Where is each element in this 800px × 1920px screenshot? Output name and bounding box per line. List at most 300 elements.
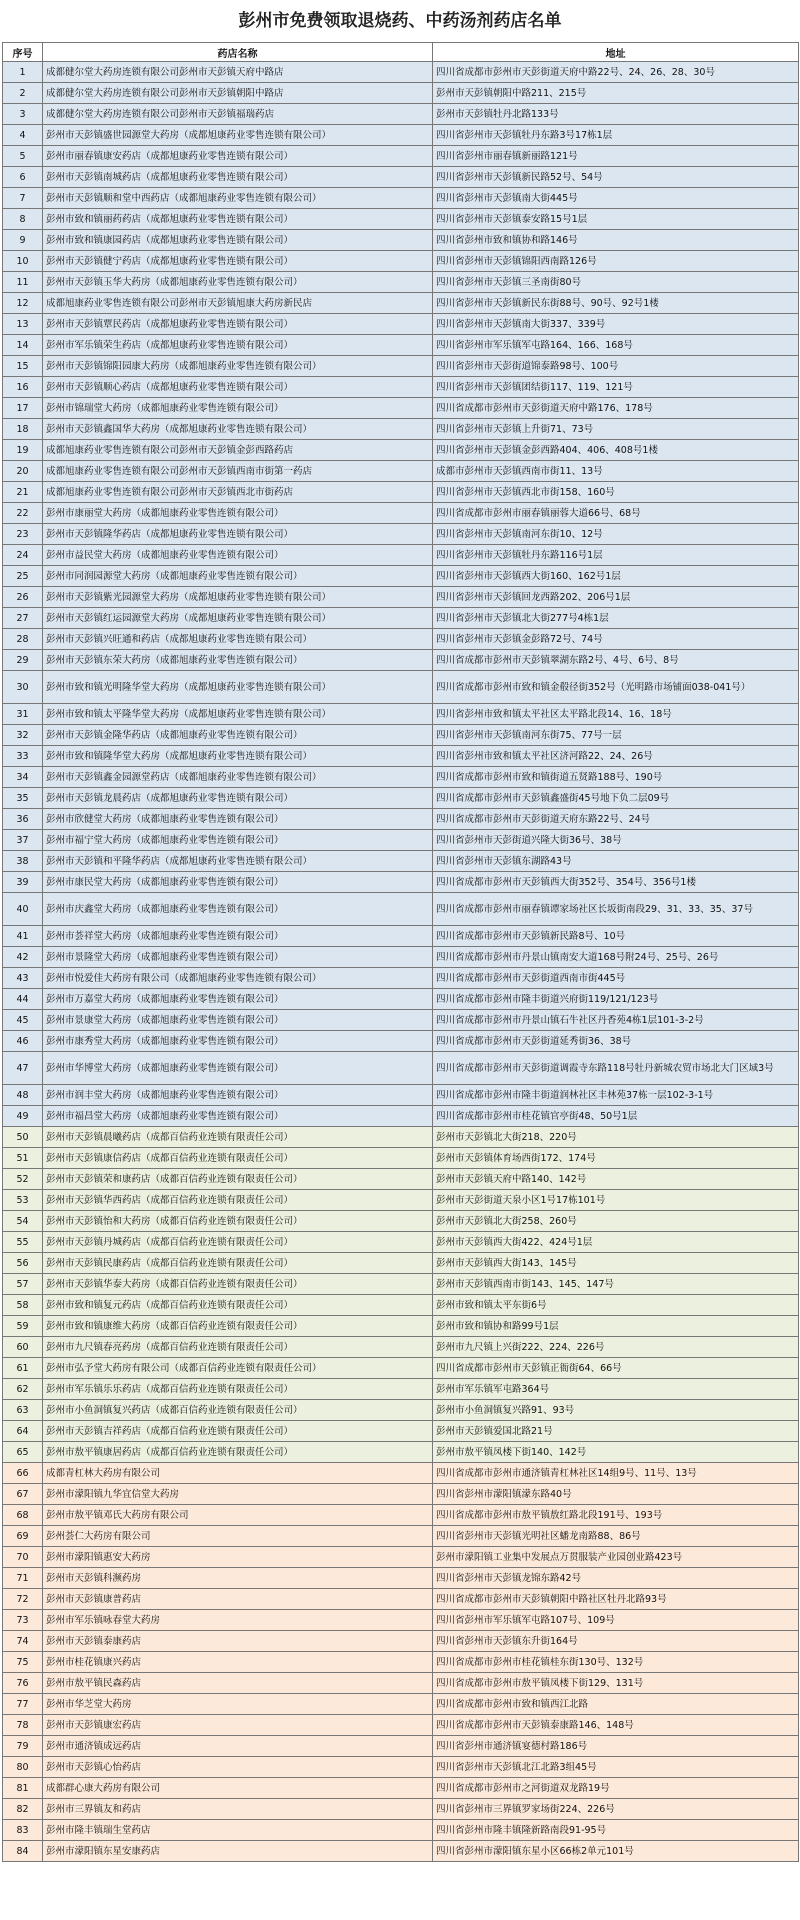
pharmacy-name: 彭州市致和镇复元药店（成都百信药业连锁有限责任公司） bbox=[43, 1295, 433, 1316]
table-row bbox=[3, 272, 799, 293]
table-row bbox=[3, 251, 799, 272]
pharmacy-name: 彭州市天彭镇康信药店（成都百信药业连锁有限责任公司） bbox=[43, 1148, 433, 1169]
pharmacy-address: 四川省彭州市天彭镇南大街445号 bbox=[433, 188, 799, 209]
table-row bbox=[3, 230, 799, 251]
row-number: 24 bbox=[3, 545, 43, 566]
pharmacy-name: 彭州市军乐镇荣生药店（成都旭康药业零售连锁有限公司） bbox=[43, 335, 433, 356]
table-row bbox=[3, 725, 799, 746]
row-number: 8 bbox=[3, 209, 43, 230]
row-number: 33 bbox=[3, 746, 43, 767]
pharmacy-name: 彭州市天彭镇科濒药房 bbox=[43, 1568, 433, 1589]
pharmacy-name: 彭州市致和镇丽药药店（成都旭康药业零售连锁有限公司） bbox=[43, 209, 433, 230]
row-number: 55 bbox=[3, 1232, 43, 1253]
header-address: 地址 bbox=[433, 43, 799, 62]
row-number: 3 bbox=[3, 104, 43, 125]
pharmacy-name: 彭州市天彭镇华泰大药房（成都百信药业连锁有限责任公司） bbox=[43, 1274, 433, 1295]
pharmacy-name: 彭州市天彭镇华西药店（成都百信药业连锁有限责任公司） bbox=[43, 1190, 433, 1211]
row-number: 17 bbox=[3, 398, 43, 419]
table-row bbox=[3, 1148, 799, 1169]
row-number: 20 bbox=[3, 461, 43, 482]
pharmacy-name: 彭州市天彭镇泰康药店 bbox=[43, 1631, 433, 1652]
row-number: 84 bbox=[3, 1841, 43, 1862]
row-number: 73 bbox=[3, 1610, 43, 1631]
row-number: 70 bbox=[3, 1547, 43, 1568]
pharmacy-address: 四川省成都市彭州市天彭镇朝阳中路社区牡丹北路93号 bbox=[433, 1589, 799, 1610]
pharmacy-address: 四川省成都市彭州市致和镇街道五贤路188号、190号 bbox=[433, 767, 799, 788]
row-number: 40 bbox=[3, 893, 43, 926]
pharmacy-name: 彭州市濛阳镇惠安大药房 bbox=[43, 1547, 433, 1568]
pharmacy-name: 彭州市华芝堂大药房 bbox=[43, 1694, 433, 1715]
pharmacy-name: 彭州市康秀堂大药房（成都旭康药业零售连锁有限公司） bbox=[43, 1031, 433, 1052]
pharmacy-address: 四川省成都市彭州市天彭镇鑫盛街45号地下负二层09号 bbox=[433, 788, 799, 809]
table-row bbox=[3, 167, 799, 188]
pharmacy-address: 四川省彭州市天彭镇金彭路72号、74号 bbox=[433, 629, 799, 650]
pharmacy-name: 成都健尔堂大药房连锁有限公司彭州市天彭镇朝阳中路店 bbox=[43, 83, 433, 104]
row-number: 44 bbox=[3, 989, 43, 1010]
table-row bbox=[3, 1190, 799, 1211]
table-row bbox=[3, 335, 799, 356]
pharmacy-name: 彭州市悦爱佳大药房有限公司（成都旭康药业零售连锁有限公司） bbox=[43, 968, 433, 989]
pharmacy-address: 彭州市敖平镇凤楼下街140、142号 bbox=[433, 1442, 799, 1463]
pharmacy-name: 彭州市濛阳镇九华宜信堂大药房 bbox=[43, 1484, 433, 1505]
pharmacy-name: 彭州市军乐镇乐乐药店（成都百信药业连锁有限责任公司） bbox=[43, 1379, 433, 1400]
pharmacy-name: 成都群心康大药房有限公司 bbox=[43, 1778, 433, 1799]
pharmacy-address: 四川省彭州市天彭镇光明社区蟠龙南路88、86号 bbox=[433, 1526, 799, 1547]
pharmacy-name: 成都旭康药业零售连锁有限公司彭州市天彭镇西南市街第一药店 bbox=[43, 461, 433, 482]
row-number: 35 bbox=[3, 788, 43, 809]
pharmacy-address: 四川省彭州市濛阳镇东星小区66栋2单元101号 bbox=[433, 1841, 799, 1862]
pharmacy-name: 彭州市致和镇光明隆华堂大药房（成都旭康药业零售连锁有限公司） bbox=[43, 671, 433, 704]
table-row bbox=[3, 1736, 799, 1757]
page-title: 彭州市免费领取退烧药、中药汤剂药店名单 bbox=[238, 11, 562, 31]
pharmacy-address: 四川省成都市彭州市天彭镇正衙街64、66号 bbox=[433, 1358, 799, 1379]
pharmacy-name: 彭州市天彭镇龙晨药店（成都旭康药业零售连锁有限公司） bbox=[43, 788, 433, 809]
pharmacy-address: 四川省成都市彭州市丽春镇丽蓉大道66号、68号 bbox=[433, 503, 799, 524]
pharmacy-name: 彭州市万嘉堂大药房（成都旭康药业零售连锁有限公司） bbox=[43, 989, 433, 1010]
table-row bbox=[3, 419, 799, 440]
table-row bbox=[3, 893, 799, 926]
row-number: 63 bbox=[3, 1400, 43, 1421]
row-number: 30 bbox=[3, 671, 43, 704]
table-row bbox=[3, 377, 799, 398]
row-number: 19 bbox=[3, 440, 43, 461]
pharmacy-address: 四川省彭州市军乐镇军屯路107号、109号 bbox=[433, 1610, 799, 1631]
pharmacy-address: 四川省彭州市天彭镇锦阳西南路126号 bbox=[433, 251, 799, 272]
pharmacy-name: 彭州市通济镇成远药店 bbox=[43, 1736, 433, 1757]
row-number: 14 bbox=[3, 335, 43, 356]
table-row bbox=[3, 1715, 799, 1736]
row-number: 66 bbox=[3, 1463, 43, 1484]
row-number: 10 bbox=[3, 251, 43, 272]
row-number: 37 bbox=[3, 830, 43, 851]
pharmacy-address: 彭州市天彭镇北大街258、260号 bbox=[433, 1211, 799, 1232]
row-number: 68 bbox=[3, 1505, 43, 1526]
pharmacy-name: 成都青杠林大药房有限公司 bbox=[43, 1463, 433, 1484]
row-number: 34 bbox=[3, 767, 43, 788]
pharmacy-address: 四川省成都市彭州市通济镇青杠林社区14组9号、11号、13号 bbox=[433, 1463, 799, 1484]
pharmacy-address: 四川省彭州市天彭镇西大街160、162号1层 bbox=[433, 566, 799, 587]
pharmacy-address: 四川省成都市彭州市致和镇金殽径街352号（光明路市场铺面038-041号） bbox=[433, 671, 799, 704]
row-number: 21 bbox=[3, 482, 43, 503]
table-row bbox=[3, 1841, 799, 1862]
table-row bbox=[3, 1652, 799, 1673]
row-number: 56 bbox=[3, 1253, 43, 1274]
pharmacy-name: 彭州市天彭镇东荣大药房（成都旭康药业零售连锁有限公司） bbox=[43, 650, 433, 671]
row-number: 81 bbox=[3, 1778, 43, 1799]
pharmacy-address: 彭州市致和镇太平东街6号 bbox=[433, 1295, 799, 1316]
pharmacy-name: 彭州市小鱼洞镇复兴药店（成都百信药业连锁有限责任公司） bbox=[43, 1400, 433, 1421]
table-row bbox=[3, 851, 799, 872]
table-row bbox=[3, 1610, 799, 1631]
table-row bbox=[3, 461, 799, 482]
pharmacy-address: 彭州市天彭镇西南市街143、145、147号 bbox=[433, 1274, 799, 1295]
row-number: 45 bbox=[3, 1010, 43, 1031]
row-number: 77 bbox=[3, 1694, 43, 1715]
row-number: 6 bbox=[3, 167, 43, 188]
row-number: 47 bbox=[3, 1052, 43, 1085]
table-row bbox=[3, 788, 799, 809]
table-row bbox=[3, 650, 799, 671]
row-number: 65 bbox=[3, 1442, 43, 1463]
row-number: 83 bbox=[3, 1820, 43, 1841]
pharmacy-address: 四川省成都市彭州市天彭街道调霞寺东路118号牡丹新城农贸市场北大门区域3号 bbox=[433, 1052, 799, 1085]
table-row bbox=[3, 1442, 799, 1463]
pharmacy-name: 彭州市景康堂大药房（成都旭康药业零售连锁有限公司） bbox=[43, 1010, 433, 1031]
table-row bbox=[3, 1337, 799, 1358]
table-row bbox=[3, 1820, 799, 1841]
pharmacy-address: 四川省彭州市致和镇协和路146号 bbox=[433, 230, 799, 251]
pharmacy-name: 彭州市天彭镇康普药店 bbox=[43, 1589, 433, 1610]
row-number: 50 bbox=[3, 1127, 43, 1148]
pharmacy-address: 四川省彭州市致和镇太平社区济河路22、24、26号 bbox=[433, 746, 799, 767]
pharmacy-address: 四川省彭州市天彭镇三圣南街80号 bbox=[433, 272, 799, 293]
pharmacy-address: 四川省彭州市天彭镇北江北路3组45号 bbox=[433, 1757, 799, 1778]
pharmacy-name: 彭州市天彭镇隆华药店（成都旭康药业零售连锁有限公司） bbox=[43, 524, 433, 545]
table-row bbox=[3, 1085, 799, 1106]
table-row bbox=[3, 1484, 799, 1505]
pharmacy-name: 彭州市天彭镇和平隆华药店（成都旭康药业零售连锁有限公司） bbox=[43, 851, 433, 872]
pharmacy-name: 彭州市庆鑫堂大药房（成都旭康药业零售连锁有限公司） bbox=[43, 893, 433, 926]
table-row bbox=[3, 1757, 799, 1778]
pharmacy-address: 四川省彭州市天彭镇龙锦东路42号 bbox=[433, 1568, 799, 1589]
row-number: 58 bbox=[3, 1295, 43, 1316]
pharmacy-table bbox=[2, 42, 799, 1862]
pharmacy-address: 四川省彭州市致和镇太平社区太平路北段14、16、18号 bbox=[433, 704, 799, 725]
row-number: 22 bbox=[3, 503, 43, 524]
pharmacy-name: 成都旭康药业零售连锁有限公司彭州市天彭镇旭康大药房新民店 bbox=[43, 293, 433, 314]
row-number: 67 bbox=[3, 1484, 43, 1505]
header-name: 药店名称 bbox=[43, 43, 433, 62]
row-number: 60 bbox=[3, 1337, 43, 1358]
pharmacy-address: 四川省彭州市天彭镇新民路52号、54号 bbox=[433, 167, 799, 188]
pharmacy-address: 四川省成都市彭州市丹景山镇石牛社区丹香苑4栋1层101-3-2号 bbox=[433, 1010, 799, 1031]
row-number: 80 bbox=[3, 1757, 43, 1778]
row-number: 53 bbox=[3, 1190, 43, 1211]
pharmacy-address: 四川省彭州市天彭镇泰安路15号1层 bbox=[433, 209, 799, 230]
table-row bbox=[3, 482, 799, 503]
table-row bbox=[3, 524, 799, 545]
pharmacy-address: 彭州市天彭镇北大街218、220号 bbox=[433, 1127, 799, 1148]
row-number: 49 bbox=[3, 1106, 43, 1127]
table-row bbox=[3, 1253, 799, 1274]
pharmacy-name: 彭州市锦瑞堂大药房（成都旭康药业零售连锁有限公司） bbox=[43, 398, 433, 419]
row-number: 23 bbox=[3, 524, 43, 545]
row-number: 61 bbox=[3, 1358, 43, 1379]
row-number: 25 bbox=[3, 566, 43, 587]
table-row bbox=[3, 1127, 799, 1148]
row-number: 54 bbox=[3, 1211, 43, 1232]
pharmacy-name: 彭州市天彭镇兴旺通和药店（成都旭康药业零售连锁有限公司） bbox=[43, 629, 433, 650]
table-row bbox=[3, 1631, 799, 1652]
pharmacy-name: 彭州市福昌堂大药房（成都旭康药业零售连锁有限公司） bbox=[43, 1106, 433, 1127]
pharmacy-address: 四川省彭州市通济镇宴德村路186号 bbox=[433, 1736, 799, 1757]
row-number: 1 bbox=[3, 62, 43, 83]
table-row bbox=[3, 671, 799, 704]
row-number: 16 bbox=[3, 377, 43, 398]
table-row bbox=[3, 608, 799, 629]
pharmacy-address: 四川省成都市彭州市天彭镇翠湖东路2号、4号、6号、8号 bbox=[433, 650, 799, 671]
table-row bbox=[3, 1358, 799, 1379]
row-number: 39 bbox=[3, 872, 43, 893]
row-number: 74 bbox=[3, 1631, 43, 1652]
pharmacy-address: 四川省彭州市天彭镇上升街71、73号 bbox=[433, 419, 799, 440]
pharmacy-name: 成都旭康药业零售连锁有限公司彭州市天彭镇西北市街药店 bbox=[43, 482, 433, 503]
table-row bbox=[3, 209, 799, 230]
pharmacy-name: 成都健尔堂大药房连锁有限公司彭州市天彭镇福瑞药店 bbox=[43, 104, 433, 125]
pharmacy-name: 彭州市天彭镇南城药店（成都旭康药业零售连锁有限公司） bbox=[43, 167, 433, 188]
row-number: 62 bbox=[3, 1379, 43, 1400]
pharmacy-name: 彭州荟仁大药房有限公司 bbox=[43, 1526, 433, 1547]
row-number: 36 bbox=[3, 809, 43, 830]
table-row bbox=[3, 1400, 799, 1421]
pharmacy-address: 四川省彭州市天彭镇西北市街158、160号 bbox=[433, 482, 799, 503]
pharmacy-address: 四川省成都市彭州市天彭街道天府中路176、178号 bbox=[433, 398, 799, 419]
pharmacy-address: 四川省彭州市天彭镇南河东街75、77号一层 bbox=[433, 725, 799, 746]
row-number: 82 bbox=[3, 1799, 43, 1820]
pharmacy-address: 四川省彭州市丽春镇新丽路121号 bbox=[433, 146, 799, 167]
row-number: 5 bbox=[3, 146, 43, 167]
pharmacy-address: 四川省成都市彭州市桂花镇官亭街48、50号1层 bbox=[433, 1106, 799, 1127]
table-row bbox=[3, 1169, 799, 1190]
table-row bbox=[3, 872, 799, 893]
row-number: 72 bbox=[3, 1589, 43, 1610]
pharmacy-address: 四川省成都市彭州市隆丰街道润林社区丰林苑37栋一层102-3-1号 bbox=[433, 1085, 799, 1106]
pharmacy-name: 彭州市致和镇康园药店（成都旭康药业零售连锁有限公司） bbox=[43, 230, 433, 251]
pharmacy-address: 彭州市天彭镇爱国北路21号 bbox=[433, 1421, 799, 1442]
table-row bbox=[3, 1295, 799, 1316]
table-row bbox=[3, 293, 799, 314]
pharmacy-address: 四川省彭州市天彭镇金彭西路404、406、408号1楼 bbox=[433, 440, 799, 461]
row-number: 57 bbox=[3, 1274, 43, 1295]
table-row bbox=[3, 566, 799, 587]
pharmacy-address: 四川省成都市彭州市致和镇西江北路 bbox=[433, 1694, 799, 1715]
pharmacy-name: 彭州市三界镇友和药店 bbox=[43, 1799, 433, 1820]
table-row bbox=[3, 1211, 799, 1232]
pharmacy-address: 四川省成都市彭州市丽春镇谭家场社区长坂街南段29、31、33、35、37号 bbox=[433, 893, 799, 926]
table-row bbox=[3, 1010, 799, 1031]
row-number: 18 bbox=[3, 419, 43, 440]
pharmacy-address: 彭州市天彭镇牡丹北路133号 bbox=[433, 104, 799, 125]
table-row bbox=[3, 1673, 799, 1694]
pharmacy-address: 四川省彭州市天彭镇南大街337、339号 bbox=[433, 314, 799, 335]
table-row bbox=[3, 1547, 799, 1568]
pharmacy-address: 彭州市天彭镇朝阳中路211、215号 bbox=[433, 83, 799, 104]
row-number: 59 bbox=[3, 1316, 43, 1337]
row-number: 38 bbox=[3, 851, 43, 872]
pharmacy-address: 四川省彭州市天彭镇新民东街88号、90号、92号1楼 bbox=[433, 293, 799, 314]
row-number: 12 bbox=[3, 293, 43, 314]
table-row bbox=[3, 1463, 799, 1484]
pharmacy-address: 彭州市天彭镇西大街143、145号 bbox=[433, 1253, 799, 1274]
table-row bbox=[3, 1106, 799, 1127]
table-row bbox=[3, 188, 799, 209]
pharmacy-address: 彭州市九尺镇上兴街222、224、226号 bbox=[433, 1337, 799, 1358]
pharmacy-name: 彭州市天彭镇康宏药店 bbox=[43, 1715, 433, 1736]
pharmacy-address: 彭州市天彭镇天府中路140、142号 bbox=[433, 1169, 799, 1190]
table-row bbox=[3, 704, 799, 725]
table-row bbox=[3, 440, 799, 461]
pharmacy-address: 彭州市军乐镇军屯路364号 bbox=[433, 1379, 799, 1400]
table-row bbox=[3, 1505, 799, 1526]
pharmacy-address: 四川省成都市彭州市敖平镇凤楼下街129、131号 bbox=[433, 1673, 799, 1694]
table-row bbox=[3, 1568, 799, 1589]
pharmacy-address: 四川省彭州市天彭镇北大街277号4栋1层 bbox=[433, 608, 799, 629]
table-row bbox=[3, 104, 799, 125]
pharmacy-address: 彭州市致和镇协和路99号1层 bbox=[433, 1316, 799, 1337]
row-number: 4 bbox=[3, 125, 43, 146]
pharmacy-address: 四川省成都市彭州市桂花镇桂东街130号、132号 bbox=[433, 1652, 799, 1673]
table-row bbox=[3, 1274, 799, 1295]
pharmacy-address: 四川省彭州市天彭镇回龙西路202、206号1层 bbox=[433, 587, 799, 608]
pharmacy-name: 彭州市致和镇康维大药房（成都百信药业连锁有限责任公司） bbox=[43, 1316, 433, 1337]
pharmacy-address: 彭州市天彭镇西大街422、424号1层 bbox=[433, 1232, 799, 1253]
row-number: 48 bbox=[3, 1085, 43, 1106]
table-row bbox=[3, 398, 799, 419]
pharmacy-address: 彭州市天彭街道天泉小区1号17栋101号 bbox=[433, 1190, 799, 1211]
row-number: 29 bbox=[3, 650, 43, 671]
pharmacy-name: 彭州市欣健堂大药房（成都旭康药业零售连锁有限公司） bbox=[43, 809, 433, 830]
row-number: 51 bbox=[3, 1148, 43, 1169]
table-row bbox=[3, 767, 799, 788]
table-row bbox=[3, 545, 799, 566]
row-number: 41 bbox=[3, 926, 43, 947]
table-row bbox=[3, 830, 799, 851]
row-number: 79 bbox=[3, 1736, 43, 1757]
pharmacy-name: 彭州市同润园源堂大药房（成都旭康药业零售连锁有限公司） bbox=[43, 566, 433, 587]
row-number: 42 bbox=[3, 947, 43, 968]
row-number: 31 bbox=[3, 704, 43, 725]
row-number: 71 bbox=[3, 1568, 43, 1589]
table-row bbox=[3, 1031, 799, 1052]
row-number: 9 bbox=[3, 230, 43, 251]
pharmacy-name: 彭州市景隆堂大药房（成都旭康药业零售连锁有限公司） bbox=[43, 947, 433, 968]
pharmacy-name: 彭州市天彭镇健宁药店（成都旭康药业零售连锁有限公司） bbox=[43, 251, 433, 272]
table-row bbox=[3, 83, 799, 104]
row-number: 15 bbox=[3, 356, 43, 377]
pharmacy-address: 四川省彭州市天彭镇东湖路43号 bbox=[433, 851, 799, 872]
row-number: 7 bbox=[3, 188, 43, 209]
pharmacy-name: 彭州市天彭镇玉华大药房（成都旭康药业零售连锁有限公司） bbox=[43, 272, 433, 293]
pharmacy-name: 彭州市敖平镇民森药店 bbox=[43, 1673, 433, 1694]
pharmacy-name: 彭州市敖平镇邓氏大药房有限公司 bbox=[43, 1505, 433, 1526]
pharmacy-address: 彭州市濛阳镇工业集中发展点万贯服装产业园创业路423号 bbox=[433, 1547, 799, 1568]
pharmacy-name: 彭州市天彭镇锦阳园康大药房（成都旭康药业零售连锁有限公司） bbox=[43, 356, 433, 377]
pharmacy-name: 彭州市天彭镇心怡药店 bbox=[43, 1757, 433, 1778]
pharmacy-address: 四川省成都市彭州市敖平镇敖红路北段191号、193号 bbox=[433, 1505, 799, 1526]
pharmacy-name: 彭州市致和镇隆华堂大药房（成都旭康药业零售连锁有限公司） bbox=[43, 746, 433, 767]
pharmacy-address: 四川省成都市彭州市隆丰街道兴府街119/121/123号 bbox=[433, 989, 799, 1010]
pharmacy-name: 彭州市天彭镇荣和康药店（成都百信药业连锁有限责任公司） bbox=[43, 1169, 433, 1190]
table-row bbox=[3, 968, 799, 989]
pharmacy-name: 彭州市福宁堂大药房（成都旭康药业零售连锁有限公司） bbox=[43, 830, 433, 851]
pharmacy-name: 成都健尔堂大药房连锁有限公司彭州市天彭镇天府中路店 bbox=[43, 62, 433, 83]
pharmacy-address: 四川省彭州市天彭镇牡丹东路3号17栋1层 bbox=[433, 125, 799, 146]
row-number: 2 bbox=[3, 83, 43, 104]
pharmacy-name: 彭州市丽春镇康安药店（成都旭康药业零售连锁有限公司） bbox=[43, 146, 433, 167]
pharmacy-address: 四川省成都市彭州市天彭街道天府中路22号、24、26、28、30号 bbox=[433, 62, 799, 83]
pharmacy-name: 彭州市隆丰镇瑞生堂药店 bbox=[43, 1820, 433, 1841]
table-row bbox=[3, 746, 799, 767]
pharmacy-name: 彭州市敖平镇康居药店（成都百信药业连锁有限责任公司） bbox=[43, 1442, 433, 1463]
pharmacy-name: 彭州市华博堂大药房（成都旭康药业零售连锁有限公司） bbox=[43, 1052, 433, 1085]
row-number: 75 bbox=[3, 1652, 43, 1673]
pharmacy-address: 四川省彭州市天彭街道锦泰路98号、100号 bbox=[433, 356, 799, 377]
pharmacy-address: 四川省彭州市天彭镇团结街117、119、121号 bbox=[433, 377, 799, 398]
table-row bbox=[3, 314, 799, 335]
pharmacy-address: 四川省成都市彭州市天彭街道西南市街445号 bbox=[433, 968, 799, 989]
pharmacy-name: 彭州市军乐镇咏春堂大药房 bbox=[43, 1610, 433, 1631]
table-body bbox=[3, 62, 799, 1862]
header-no: 序号 bbox=[3, 43, 43, 62]
pharmacy-name: 彭州市润丰堂大药房（成都旭康药业零售连锁有限公司） bbox=[43, 1085, 433, 1106]
pharmacy-name: 彭州市天彭镇民康药店（成都百信药业连锁有限责任公司） bbox=[43, 1253, 433, 1274]
pharmacy-address: 四川省彭州市军乐镇军屯路164、166、168号 bbox=[433, 335, 799, 356]
pharmacy-name: 彭州市荟祥堂大药房（成都旭康药业零售连锁有限公司） bbox=[43, 926, 433, 947]
table-row bbox=[3, 587, 799, 608]
table-row bbox=[3, 1316, 799, 1337]
pharmacy-name: 彭州市天彭镇顺和堂中西药店（成都旭康药业零售连锁有限公司） bbox=[43, 188, 433, 209]
row-number: 52 bbox=[3, 1169, 43, 1190]
pharmacy-name: 彭州市九尺镇春亮药房（成都百信药业连锁有限责任公司） bbox=[43, 1337, 433, 1358]
pharmacy-name: 彭州市天彭镇丹城药店（成都百信药业连锁有限责任公司） bbox=[43, 1232, 433, 1253]
pharmacy-name: 彭州市天彭镇鑫金园源堂药店（成都旭康药业零售连锁有限公司） bbox=[43, 767, 433, 788]
pharmacy-address: 彭州市天彭镇体育场西街172、174号 bbox=[433, 1148, 799, 1169]
table-row bbox=[3, 989, 799, 1010]
pharmacy-name: 彭州市天彭镇顺心药店（成都旭康药业零售连锁有限公司） bbox=[43, 377, 433, 398]
pharmacy-address: 四川省彭州市三界镇罗家场街224、226号 bbox=[433, 1799, 799, 1820]
table-row bbox=[3, 356, 799, 377]
pharmacy-address: 彭州市小鱼洞镇复兴路91、93号 bbox=[433, 1400, 799, 1421]
pharmacy-address: 四川省彭州市濛阳镇濛东路40号 bbox=[433, 1484, 799, 1505]
row-number: 64 bbox=[3, 1421, 43, 1442]
pharmacy-address: 四川省成都市彭州市天彭镇西大街352号、354号、356号1楼 bbox=[433, 872, 799, 893]
table-row bbox=[3, 1778, 799, 1799]
row-number: 11 bbox=[3, 272, 43, 293]
pharmacy-address: 四川省彭州市天彭街道兴隆大街36号、38号 bbox=[433, 830, 799, 851]
pharmacy-name: 彭州市濛阳镇东星安康药店 bbox=[43, 1841, 433, 1862]
pharmacy-name: 彭州市天彭镇吉祥药店（成都百信药业连锁有限责任公司） bbox=[43, 1421, 433, 1442]
row-number: 28 bbox=[3, 629, 43, 650]
table-row bbox=[3, 1799, 799, 1820]
pharmacy-address: 四川省成都市彭州市天彭镇泰康路146、148号 bbox=[433, 1715, 799, 1736]
table-row bbox=[3, 1589, 799, 1610]
pharmacy-address: 四川省彭州市隆丰镇隆新路南段91-95号 bbox=[433, 1820, 799, 1841]
row-number: 26 bbox=[3, 587, 43, 608]
pharmacy-name: 彭州市康民堂大药房（成都旭康药业零售连锁有限公司） bbox=[43, 872, 433, 893]
row-number: 43 bbox=[3, 968, 43, 989]
table-row bbox=[3, 146, 799, 167]
pharmacy-name: 彭州市益民堂大药房（成都旭康药业零售连锁有限公司） bbox=[43, 545, 433, 566]
